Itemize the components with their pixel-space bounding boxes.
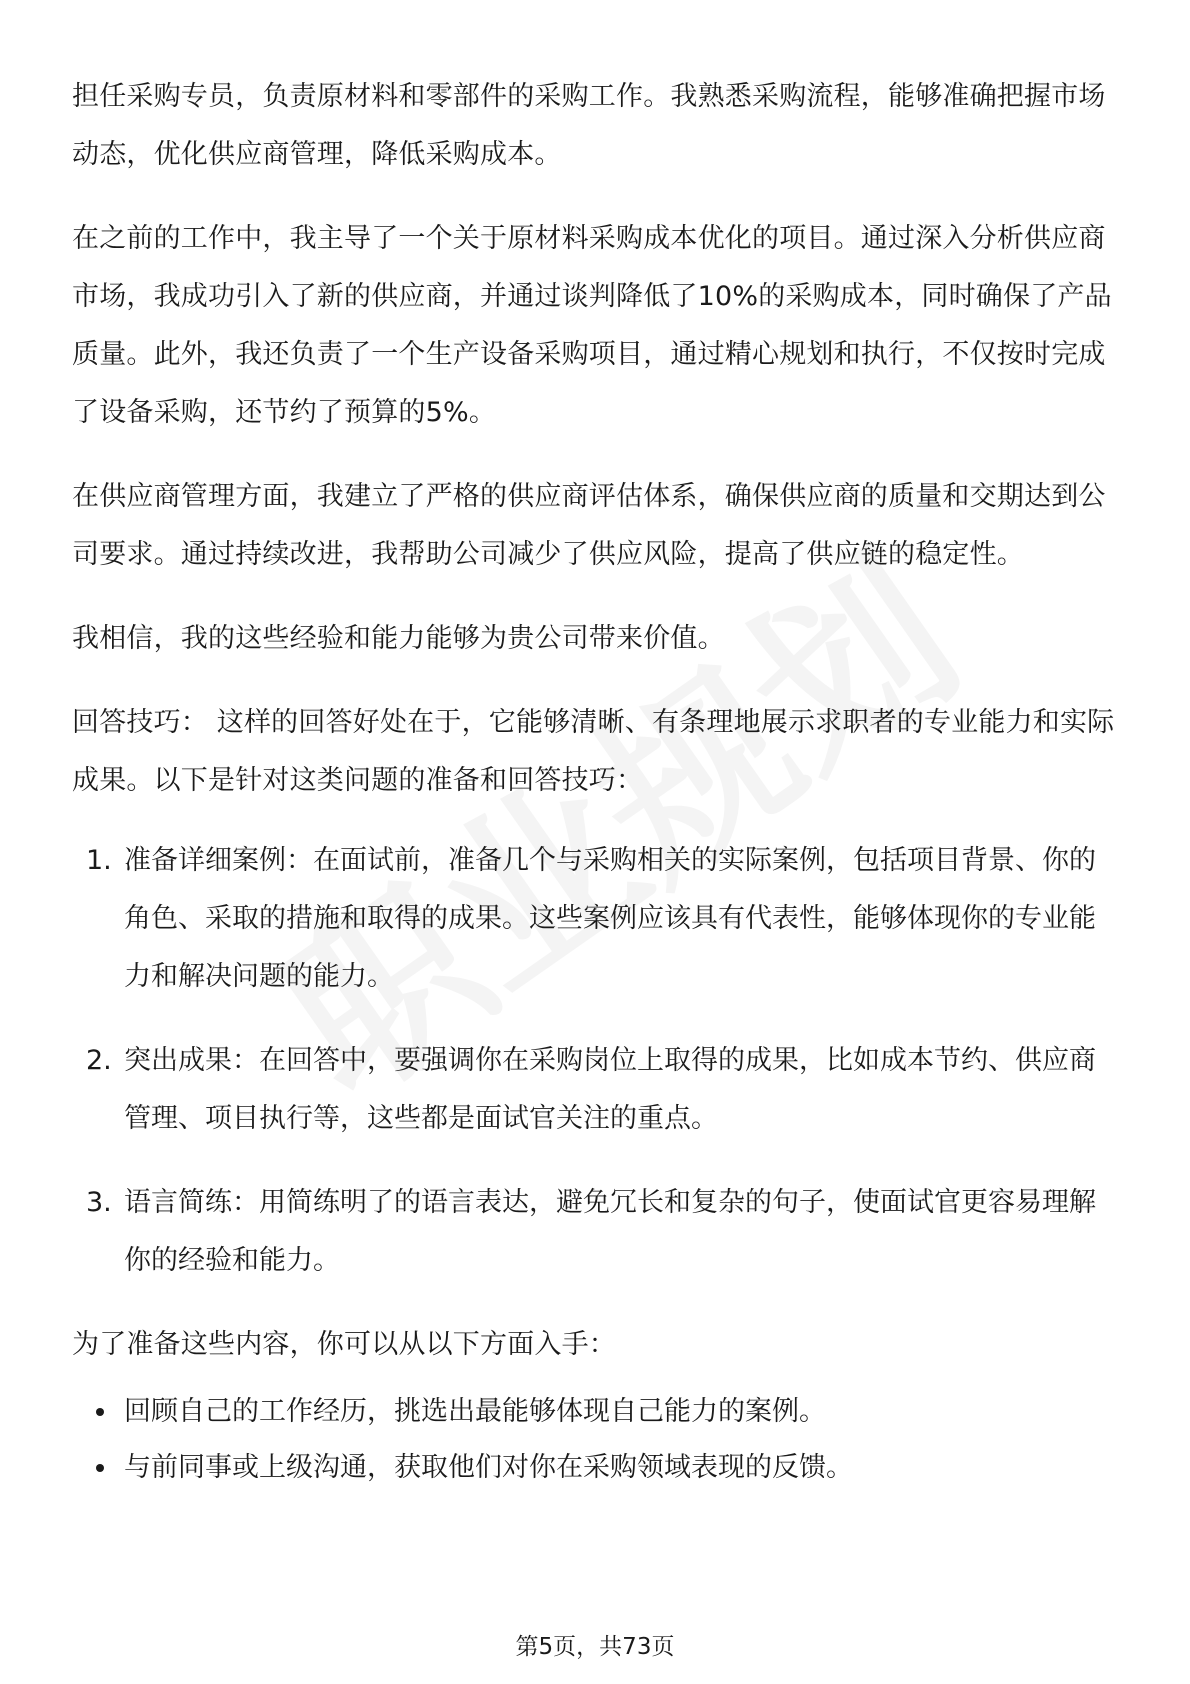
list-item-text: 与前同事或上级沟通，获取他们对你在采购领域表现的反馈。 <box>124 1452 853 1483</box>
paragraph-role: 担任采购专员，负责原材料和零部件的采购工作。我熟悉采购流程，能够准确把握市场动态，优化供应商管理，降低采购成本。 <box>72 81 1106 170</box>
paragraph-supplier: 在供应商管理方面，我建立了严格的供应商评估体系，确保供应商的质量和交期达到公司要求。通过持续改进，我帮助公司减少了供应风险，提高了供应链的稳定性。 <box>72 481 1106 570</box>
document-body <box>72 68 1120 1496</box>
bullet-icon <box>96 1408 104 1416</box>
list-item <box>72 832 1120 1006</box>
prep-list <box>72 1384 1120 1496</box>
list-item-text: 语言简练：用简练明了的语言表达，避免冗长和复杂的句子，使面试官更容易理解你的经验和能力。 <box>124 1187 1096 1276</box>
list-item-text: 回顾自己的工作经历，挑选出最能够体现自己能力的案例。 <box>124 1396 826 1427</box>
list-item <box>72 1174 1120 1290</box>
paragraph-tips-intro: 回答技巧： 这样的回答好处在于，它能够清晰、有条理地展示求职者的专业能力和实际成果。以下是针对这类问题的准备和回答技巧： <box>72 707 1115 796</box>
tips-list <box>72 832 1120 1290</box>
paragraph-prep-intro: 为了准备这些内容，你可以从以下方面入手： <box>72 1329 616 1360</box>
list-number: 2. <box>86 1045 112 1076</box>
page-footer: 第5页，共73页 <box>515 1634 675 1660</box>
paragraph-project: 在之前的工作中，我主导了一个关于原材料采购成本优化的项目。通过深入分析供应商市场，我成功引入了新的供应商，并通过谈判降低了10%的采购成本，同时确保了产品质量。此外，我还负责了一个生产设备采购项目，通过精心规划和执行，不仅按时完成了设备采购，还节约了预算的5%。 <box>72 223 1112 428</box>
list-item <box>72 1032 1120 1148</box>
list-item <box>72 1440 1120 1496</box>
list-number: 3. <box>86 1187 112 1218</box>
list-item-text: 突出成果：在回答中，要强调你在采购岗位上取得的成果，比如成本节约、供应商管理、项目执行等，这些都是面试官关注的重点。 <box>124 1045 1096 1134</box>
bullet-icon <box>96 1464 104 1472</box>
paragraph-value: 我相信，我的这些经验和能力能够为贵公司带来价值。 <box>72 623 725 654</box>
list-item <box>72 1384 1120 1440</box>
list-item-text: 准备详细案例：在面试前，准备几个与采购相关的实际案例，包括项目背景、你的角色、采取的措施和取得的成果。这些案例应该具有代表性，能够体现你的专业能力和解决问题的能力。 <box>124 845 1096 992</box>
list-number: 1. <box>86 845 112 876</box>
